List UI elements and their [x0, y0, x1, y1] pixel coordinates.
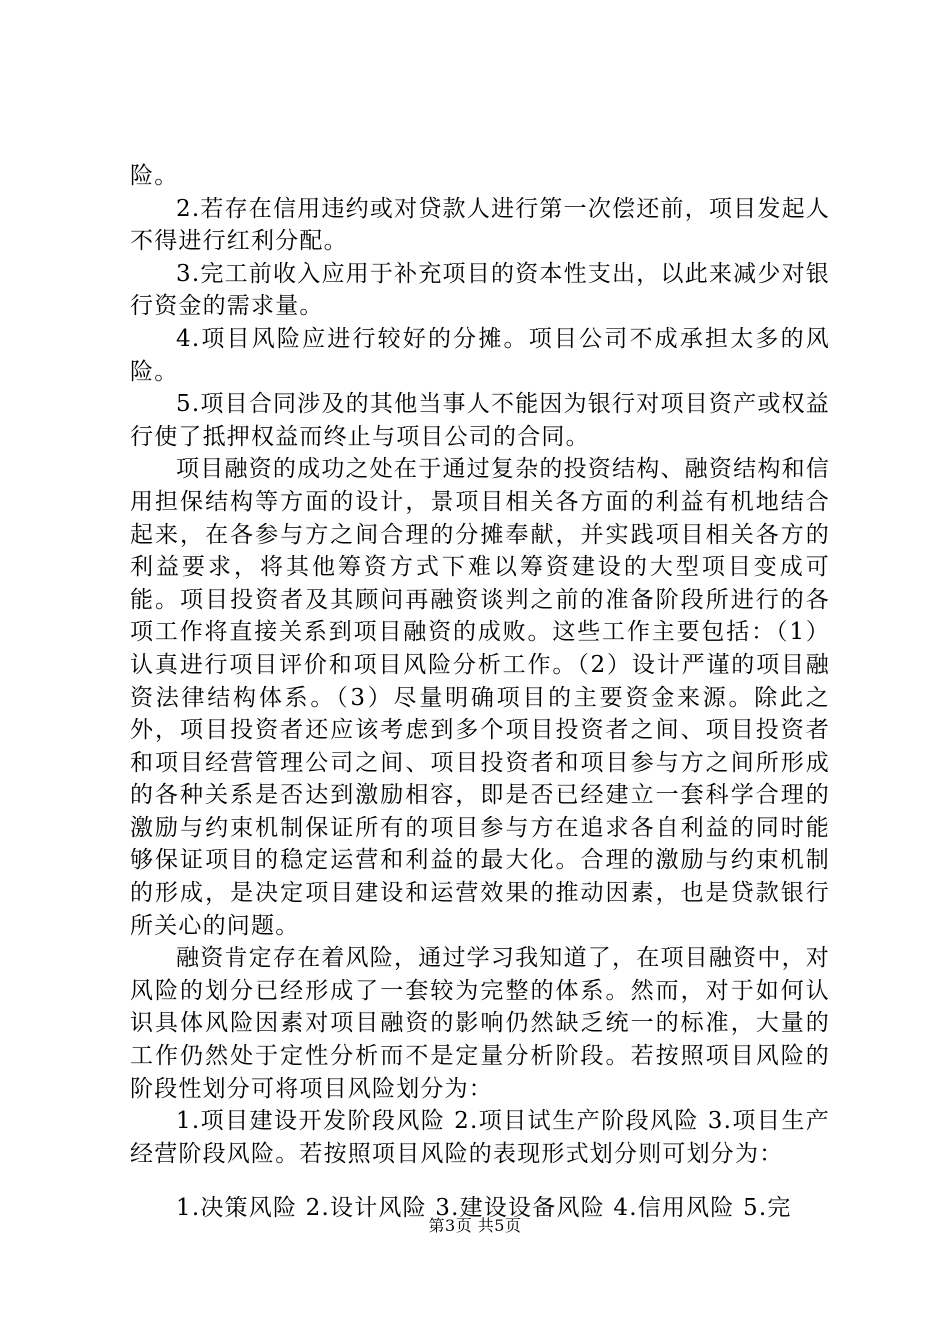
- paragraph-1: 2.若存在信用违约或对贷款人进行第一次偿还前，项目发起人不得进行红利分配。: [130, 195, 830, 255]
- paragraph-4: 5.项目合同涉及的其他当事人不能因为银行对项目资产或权益行使了抵押权益而终止与项目公司的合同。: [130, 391, 830, 450]
- paragraph-3: 4.项目风险应进行较好的分摊。项目公司不成承担太多的风险。: [130, 325, 830, 385]
- document-body: [130, 160, 830, 1225]
- paragraph-0: 险。: [130, 163, 179, 189]
- paragraph-7: 1.项目建设开发阶段风险 2.项目试生产阶段风险 3.项目生产经营阶段风险。若按照项目风险的表现形式划分则可划分为：: [130, 1108, 830, 1167]
- paragraph-5: 项目融资的成功之处在于通过复杂的投资结构、融资结构和信用担保结构等方面的设计，景项目相关各方面的利益有机地结合起来，在各参与方之间合理的分摊奉献，并实践项目相关各方的利益要求，将其他筹资方式下难以筹资建设的大型项目变成可能。项目投资者及其顾问再融资谈判之前的准备阶段所进行的各项工作将直接关系到项目融资的成败。这些工作主要包括：（1）认真进行项目评价和项目风险分析工作。（2）设计严谨的项目融资法律结构体系。（3）尽量明确项目的主要资金来源。除此之外，项目投资者还应该考虑到多个项目投资者之间、项目投资者和项目经营管理公司之间、项目投资者和项目参与方之间所形成的各种关系是否达到激励相容，即是否已经建立一套科学合理的激励与约束机制保证所有的项目参与方在追求各自利益的同时能够保证项目的稳定运营和利益的最大化。合理的激励与约束机制的形成，是决定项目建设和运营效果的推动因素，也是贷款银行所关心的问题。: [130, 456, 830, 939]
- paragraph-8: 1.决策风险 2.设计风险 3.建设设备风险 4.信用风险 5.完: [176, 1195, 792, 1222]
- page-footer: 第3页 共5页: [428, 1216, 522, 1235]
- paragraph-6: 融资肯定存在着风险，通过学习我知道了，在项目融资中，对风险的划分已经形成了一套较为完整的体系。然而，对于如何认识具体风险因素对项目融资的影响仍然缺乏统一的标准，大量的工作仍然处于定性分析而不是定量分析阶段。若按照项目风险的阶段性划分可将项目风险划分为：: [130, 945, 830, 1102]
- paragraph-2: 3.完工前收入应用于补充项目的资本性支出，以此来减少对银行资金的需求量。: [130, 260, 830, 320]
